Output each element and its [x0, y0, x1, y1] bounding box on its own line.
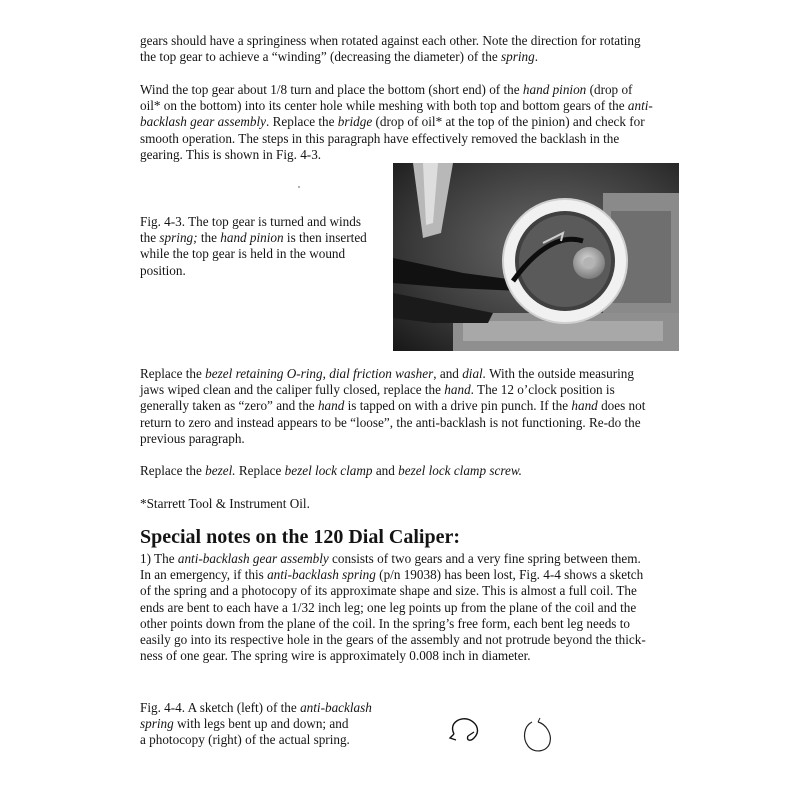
paragraph-wind-top-gear — [140, 82, 680, 163]
text-line: ends are bent to each have a 1/32 inch leg; one leg points up from the plane of the coil and the — [140, 599, 637, 615]
text-line: generally taken as “zero” and the hand is tapped on with a drive pin punch. If the hand does not — [140, 398, 646, 414]
figure-4-4-images — [440, 708, 570, 760]
footnote — [140, 496, 680, 512]
text-line: Wind the top gear about 1/8 turn and place the bottom (short end) of the hand pinion (drop of — [140, 82, 633, 97]
text-line: Fig. 4-3. The top gear is turned and winds — [140, 214, 361, 229]
text-line: Replace the bezel. Replace bezel lock clamp and bezel lock clamp screw. — [140, 463, 522, 478]
figure-4-3-photo — [393, 163, 679, 351]
text-line: spring with legs bent up and down; and — [140, 716, 349, 732]
footnote-text: *Starrett Tool & Instrument Oil. — [140, 496, 310, 511]
text-line: smooth operation. The steps in this paragraph have effectively removed the backlash in the — [140, 130, 620, 146]
paragraph-replace-bezel — [140, 463, 680, 479]
text-line: gearing. This is shown in Fig. 4-3. — [140, 146, 322, 162]
text-line: other points down from the plane of the coil. In the spring’s free form, each bent leg needs to — [140, 615, 630, 631]
scan-speck — [298, 186, 300, 188]
text-line: the spring; the hand pinion is then inserted — [140, 230, 367, 246]
spring-sketch-icon — [450, 719, 477, 740]
text-line: easily go into its respective hole in the gears of the assembly and not protrude beyond the thick- — [140, 632, 646, 648]
text-line: a photocopy (right) of the actual spring. — [140, 732, 350, 748]
text-line: In an emergency, if this anti-backlash spring (p/n 19038) has been lost, Fig. 4-4 shows a sketch — [140, 567, 644, 583]
text-line: gears should have a springiness when rotated against each other. Note the direction for rotating — [140, 33, 641, 48]
text-line: Fig. 4-4. A sketch (left) of the anti-backlash — [140, 700, 372, 715]
text-line: while the top gear is held in the wound — [140, 246, 346, 262]
text-line: 1) The anti-backlash gear assembly consists of two gears and a very fine spring between them. — [140, 551, 641, 566]
section-heading: Special notes on the 120 Dial Caliper: — [140, 526, 460, 548]
text-line: the top gear to achieve a “winding” (decreasing the diameter) of the spring. — [140, 49, 539, 65]
text-line: of the spring and a photocopy of its approximate shape and size. This is almost a full coil. The — [140, 583, 637, 599]
text-line: backlash gear assembly. Replace the bridge (drop of oil* at the top of the pinion) and check for — [140, 114, 645, 130]
paragraph-replace-bezel-oring — [140, 366, 680, 447]
text-line: oil* on the bottom) into its center hole while meshing with both top and bottom gears of the anti- — [140, 98, 653, 114]
text-line: jaws wiped clean and the caliper fully closed, replace the hand. The 12 o’clock position is — [140, 382, 615, 398]
text-line: position. — [140, 262, 186, 278]
paragraph-special-notes — [140, 551, 680, 664]
figure-4-4-caption — [140, 700, 400, 749]
text-line: Replace the bezel retaining O-ring, dial friction washer, and dial. With the outside measuring — [140, 366, 634, 381]
figure-4-4-drawing — [440, 708, 570, 760]
text-line: ness of one gear. The spring wire is approximately 0.008 inch in diameter. — [140, 648, 531, 664]
text-line: return to zero and instead appears to be “loose”, the anti-backlash is not functioning. Re-do the — [140, 414, 641, 430]
paragraph-gear-springiness — [140, 33, 680, 65]
text-line: previous paragraph. — [140, 430, 245, 446]
figure-4-3-caption — [140, 214, 370, 279]
caliper-gear-photo — [393, 163, 679, 351]
spring-photocopy-icon — [525, 718, 551, 751]
